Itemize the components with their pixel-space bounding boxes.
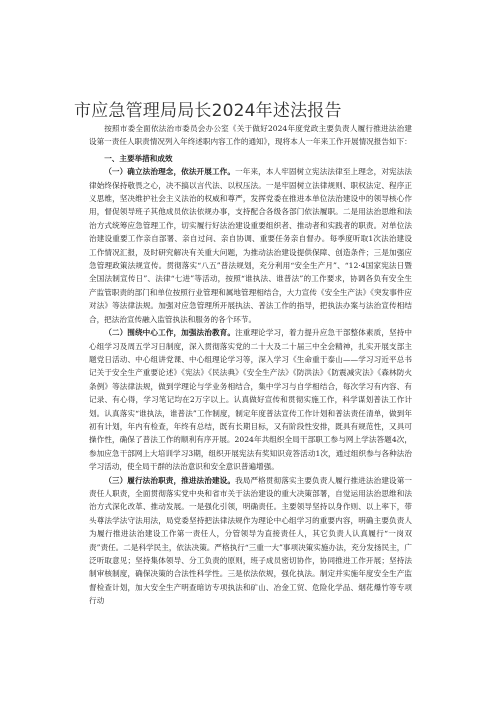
paragraph-3-text: 我局严格贯彻落实主要负责人履行推进法治建设第一责任人职责，全面贯彻落实党中央和省市关于法治建设的重大决策部署，自觉运用法治思维和法治方式深化改革、推动发展。一是强化引领，明确责任。主要领导坚持以身作则、以上率下，带头尊法学法守法用法，局党委坚持把法律法规作为理论中心组学习的重要内容，明确主要负责人为履行推进法治建设工作第一责任人，分管领导为直接责任人，其它负责人认真履行“一岗双责”责任。二是科学民主，依法决策。严格执行“三重一大”事项决策实施办法，充分发扬民主，广泛听取意见；坚持集体领导、分工负责的原则，班子成员密切协作，协同推进工作开展；坚持法制审核制度，确保决策的合法性科学性。三是依法依规，强化执法。制定并实施年度安全生产监督检查计划，加大安全生产明查暗访专项执法和矿山、冶金工贸、危险化学品、烟花爆竹等专项行动 (89, 475, 413, 606)
document-title: 市应急管理局局长2024年述法报告 (74, 101, 342, 121)
paragraph-3 (89, 474, 412, 608)
paragraph-1-text: 一年来，本人牢固树立宪法法律至上理念，对宪法法律始终保持敬畏之心，决不搞以言代法、以权压法。一是牢固树立法律规则、职权法定、程序正义思维，坚决维护社会主义法治的权威和尊严，发挥党委在推进本单位法治建设中的领导核心作用，督促领导班子其他成员依法依规办事，支持配合各级各部门依法履职。二是用法治思维和法治方式统筹应急管理工作，切实履行好法治建设重要组织者、推动者和实践者的职责。对单位法治建设重要工作亲自部署、亲自过问、亲自协调、重要任务亲自督办。每季度听取1次法治建设工作情况汇报，及时研究解决有关重大问题，为推动法治建设提供保障、创造条件；三是加强应急管理政策法规宣传。贯彻落实“八五”普法规划，充分利用“安全生产月”、“12·4国家宪法日暨全国法制宣传日”、法律“七进”等活动，按照“谁执法、谁普法”的工作要求，协调各负有安全生产监管职责的部门和单位按照行业管理和属地管理相结合，大力宣传《安全生产法》《突发事件应对法》等法律法规。加强对应急管理所开展执法、普法工作的指导，把执法办案与法治宣传相结合，把法治宣传融入监管执法和服务的各个环节。 (89, 167, 413, 324)
paragraph-1-lead: （一）确立法治理念，依法开展工作。 (104, 167, 236, 177)
intro-paragraph: 按照市委全面依法治市委员会办公室《关于做好2024年度党政主要负责人履行推进法治建设第一责任人职责情况列入年终述职内容工作的通知》，现将本人一年来工作开展情况报告如下： (89, 124, 412, 147)
paragraph-1 (89, 165, 412, 326)
paragraph-2-lead: （二）围绕中心工作，加强法治教育。 (104, 328, 236, 338)
document-body (89, 122, 412, 608)
paragraph-2 (89, 326, 412, 473)
section-heading: 一、主要举措和成效 (104, 153, 173, 163)
paragraph-2-text: 注重理论学习，着力提升应急干部整体素质，坚持中心组学习及周五学习日制度，深入贯彻落实党的二十大及二十届三中全会精神，扎实开展支部主题党日活动、中心组讲党课、中心组理论学习等，深入学习《生命重于泰山——学习习近平总书记关于安全生产重要论述》《宪法》《民法典》《安全生产法》《防洪法》《防震减灾法》《森林防火条例》等法律法规，做到学理论与学业务相结合，集中学习与自学相结合，每次学习有内容、有记录、有心得，学习笔记均在2万字以上。认真做好宣传和贯彻实施工作，科学谋划普法工作计划。认真落实“谁执法，谁普法”工作制度，制定年度普法宣传工作计划和普法责任清单，做到年初有计划，年内有检查，年终有总结，既有长期目标，又有阶段性安排，既具有规范性，又具可操作性，确保了普法工作的顺利有序开展。2024年共组织全局干部职工参与网上学法答题4次，参加应急干部网上大培训学习3期，组织开展宪法有奖知识竞答活动1次，通过组织参与各种法治学习活动，使全局干群的法治意识和安全意识普遍增强。 (89, 328, 413, 472)
paragraph-3-lead: （三）履行法治职责，推进法治建设。 (104, 475, 236, 485)
